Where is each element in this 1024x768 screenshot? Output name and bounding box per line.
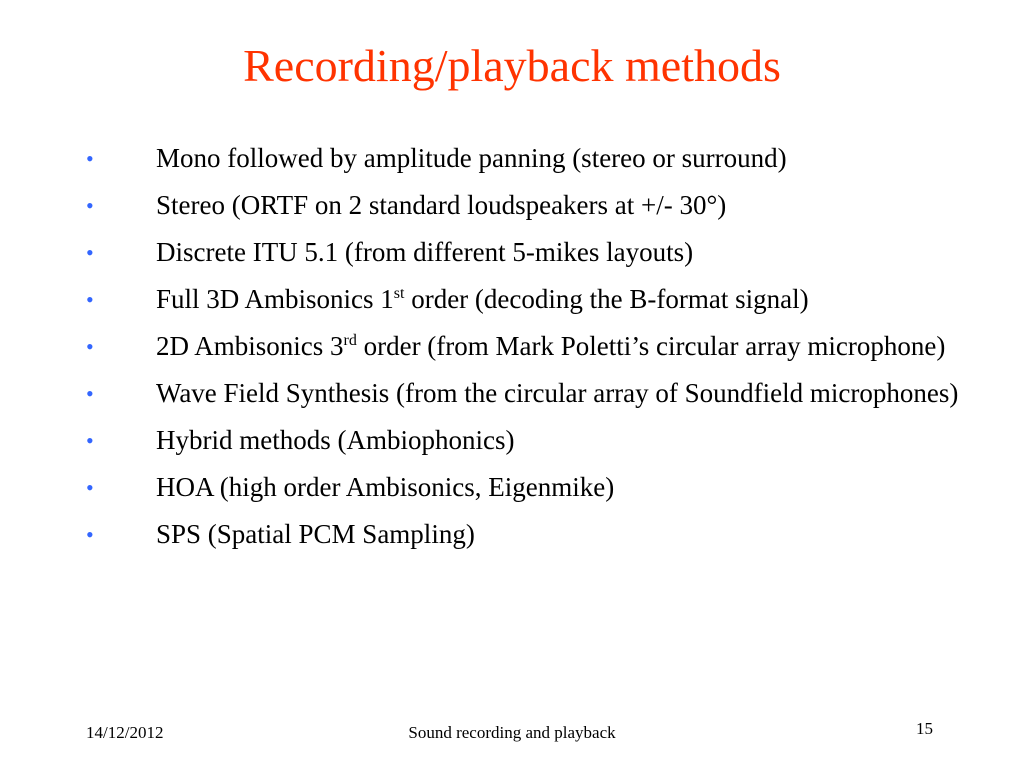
list-item-text — [156, 331, 945, 361]
bullet-icon: • — [86, 240, 94, 265]
bullet-icon: • — [86, 381, 94, 406]
list-item-text-before: Full 3D Ambisonics 1 — [156, 284, 394, 314]
list-item — [86, 234, 1006, 271]
list-item — [86, 140, 1006, 177]
bullet-icon: • — [86, 146, 94, 171]
bullet-icon: • — [86, 287, 94, 312]
list-item-text — [156, 284, 809, 314]
bullet-icon: • — [86, 193, 94, 218]
list-item — [86, 469, 1006, 506]
page-number: 15 — [916, 719, 933, 738]
list-item-text: Discrete ITU 5.1 (from different 5-mikes layouts) — [156, 237, 694, 267]
bullet-icon: • — [86, 428, 94, 453]
list-item — [86, 328, 1006, 365]
list-item-text-after: order (from Mark Poletti’s circular array microphone) — [356, 331, 946, 361]
bullet-list — [86, 140, 1006, 563]
list-item-text: HOA (high order Ambisonics, Eigenmike) — [156, 472, 615, 502]
list-item-text: Mono followed by amplitude panning (stereo or surround) — [156, 143, 787, 173]
ordinal-suffix: st — [393, 285, 405, 302]
list-item — [86, 187, 1006, 224]
bullet-icon: • — [86, 522, 94, 547]
footer-date: 14/12/2012 — [86, 723, 164, 742]
bullet-icon: • — [86, 334, 94, 359]
list-item-text: Wave Field Synthesis (from the circular array of Soundfield microphones) — [156, 378, 959, 408]
bullet-icon: • — [86, 475, 94, 500]
list-item-text: Hybrid methods (Ambiophonics) — [156, 425, 515, 455]
footer-title: Sound recording and playback — [408, 723, 616, 742]
list-item-text-after: order (decoding the B-format signal) — [404, 284, 809, 314]
list-item — [86, 281, 1006, 318]
list-item — [86, 422, 1006, 459]
list-item-text: Stereo (ORTF on 2 standard loudspeakers at +/- 30°) — [156, 190, 727, 220]
list-item-text: SPS (Spatial PCM Sampling) — [156, 519, 475, 549]
list-item — [86, 516, 1006, 553]
slide-title: Recording/playback methods — [243, 40, 781, 91]
ordinal-suffix: rd — [343, 332, 357, 349]
list-item — [86, 375, 1006, 412]
list-item-text-before: 2D Ambisonics 3 — [156, 331, 344, 361]
